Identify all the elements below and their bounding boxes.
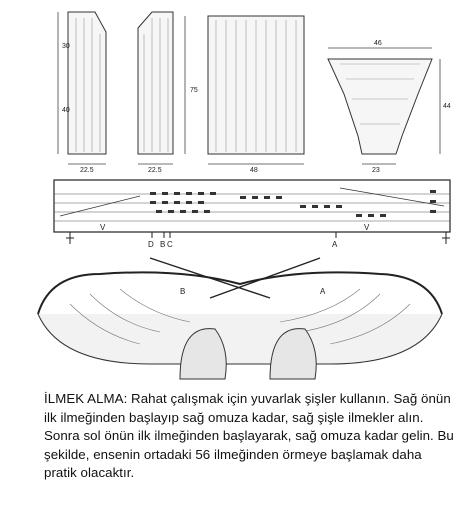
- chart-marker-b: B: [160, 240, 166, 249]
- dim-48: 48: [250, 167, 258, 174]
- dim-22-5-left: 22.5: [80, 167, 94, 174]
- caption-paragraph: İLMEK ALMA: Rahat çalışmak için yuvarlak şişler kullanın. Sağ önün ilk ilmeğinden başlayıp sağ omuza kadar, sağ şişle ilmekler alın. Sonra sol önün ilk ilmeğinden başlayarak, sağ omuza kadar gelin. Bu şekilde, ensenin ortadaki 56 ilmeğinden örmeye başlamak daha pratik olacaktır.: [44, 391, 454, 481]
- dim-44: 44: [443, 103, 451, 110]
- caption-text-block: [44, 390, 454, 483]
- chart-marker-a: A: [332, 240, 338, 249]
- chart-marker-d: D: [148, 240, 154, 249]
- chart-marker-v-left: V: [100, 223, 106, 232]
- dim-46: 46: [374, 40, 382, 47]
- dim-23: 23: [372, 167, 380, 174]
- dim-30: 30: [62, 43, 70, 50]
- illustration-label-b: B: [180, 287, 186, 296]
- garment-schematics: [40, 4, 458, 176]
- dim-22-5-right: 22.5: [148, 167, 162, 174]
- chart-marker-v-right: V: [364, 223, 370, 232]
- illustration-label-a: A: [320, 287, 326, 296]
- chart-marker-c: C: [167, 240, 173, 249]
- knitting-illustration: [30, 254, 450, 384]
- dim-40: 40: [62, 107, 70, 114]
- dim-75: 75: [190, 87, 198, 94]
- stitch-chart: [40, 176, 458, 252]
